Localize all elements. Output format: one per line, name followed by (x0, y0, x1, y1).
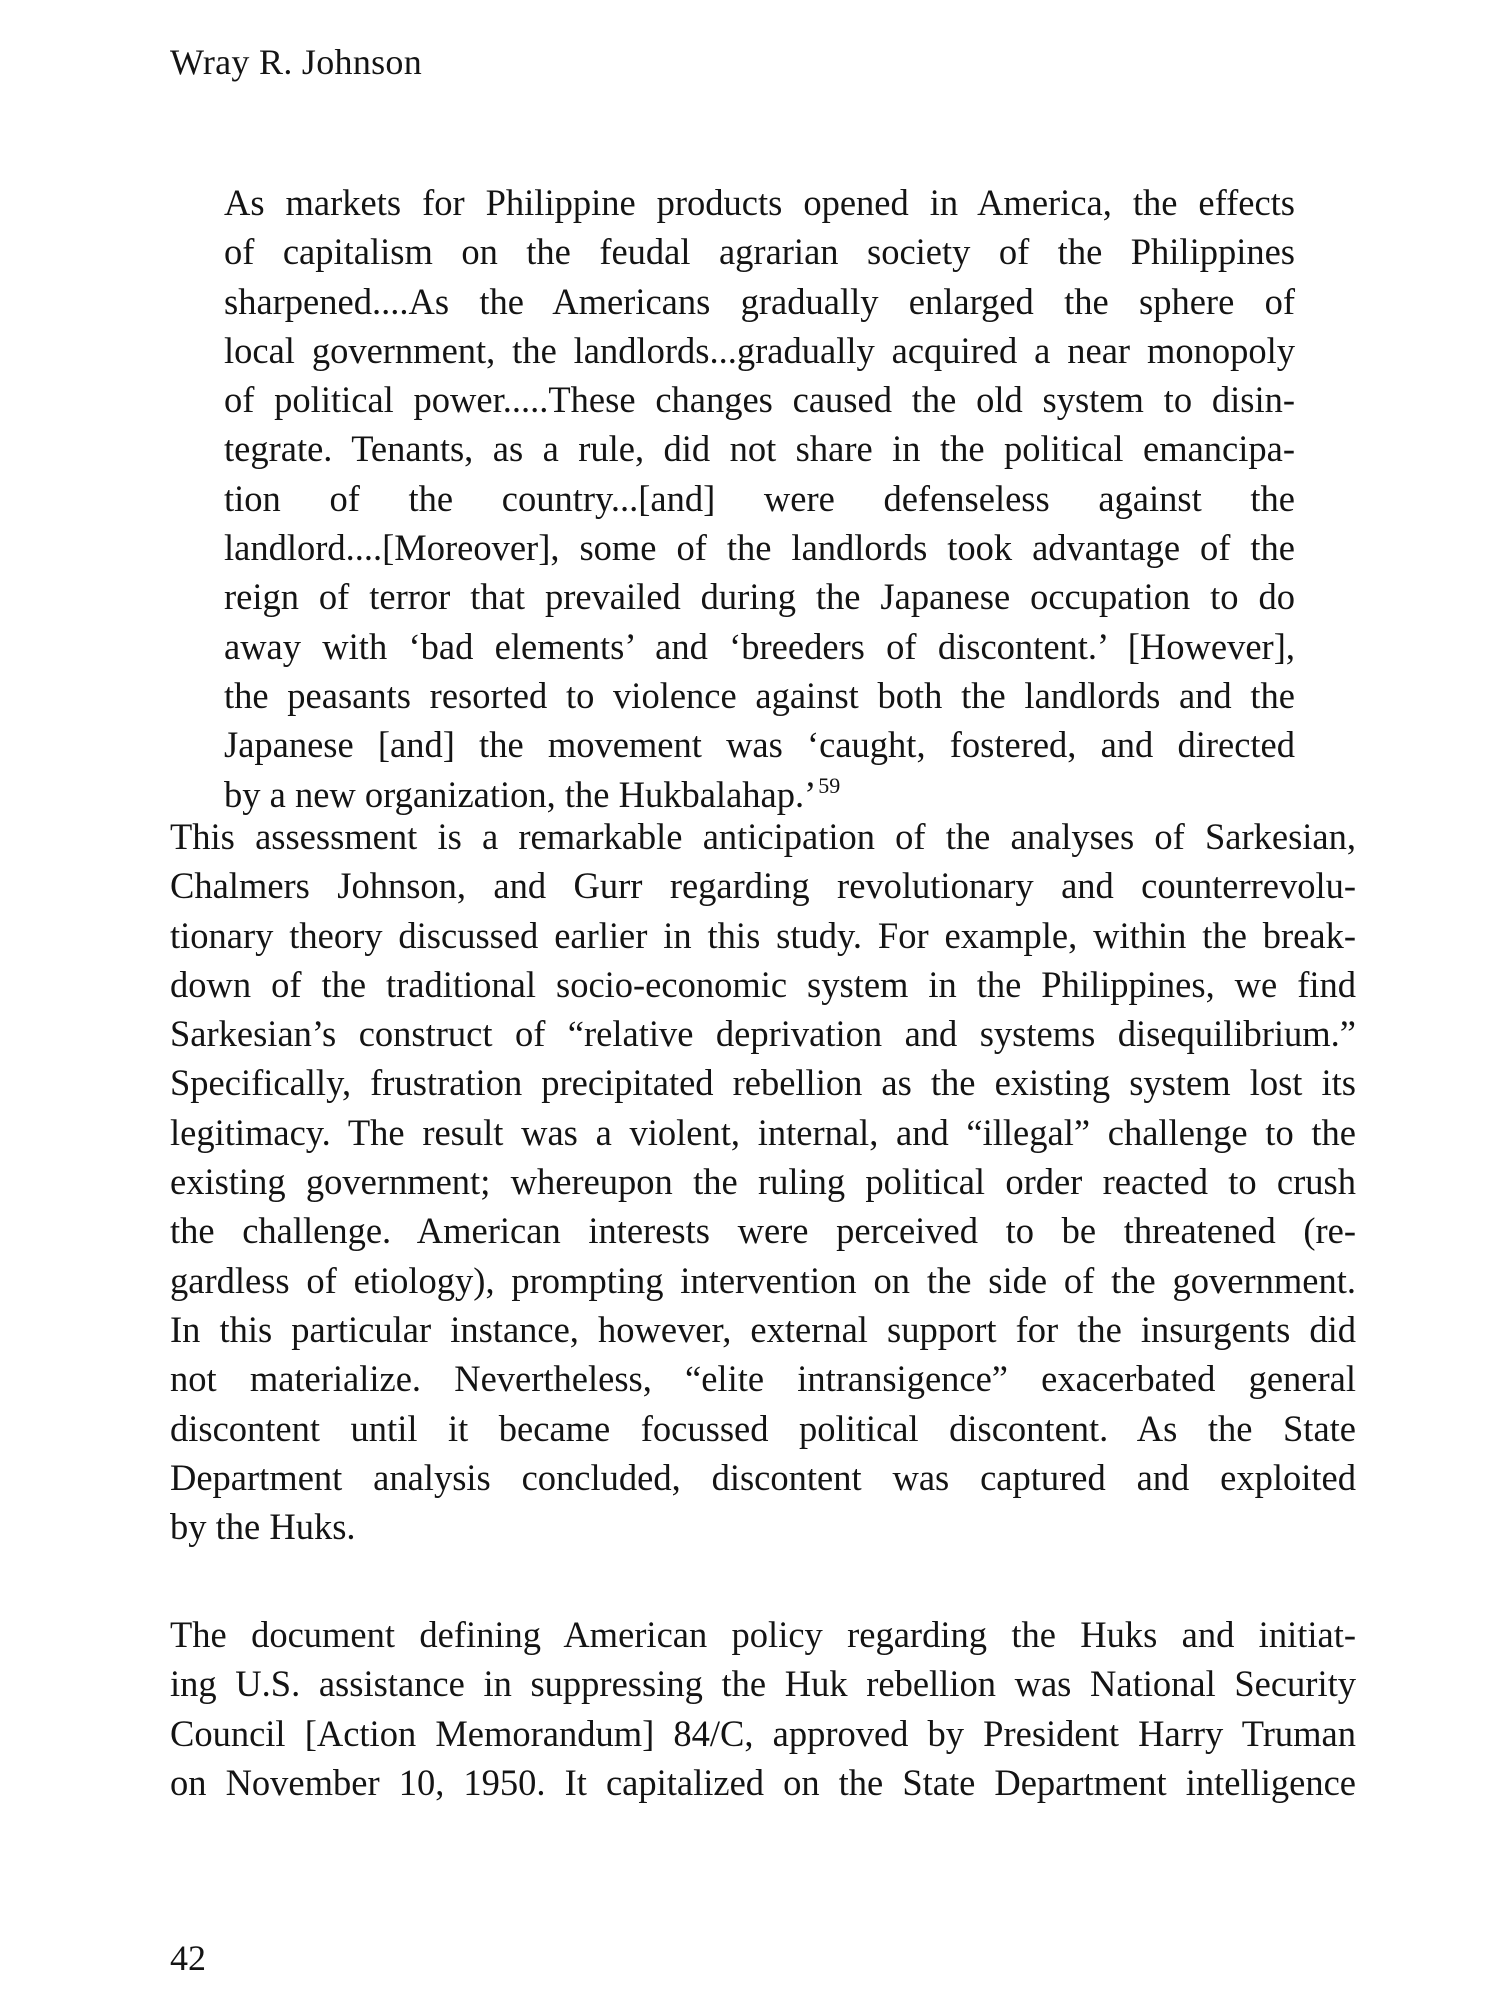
quote-line-text: by a new organization, the Hukbalahap.’ (224, 773, 817, 815)
paragraph-line: ing U.S. assistance in suppressing the Huk rebellion was National Security (170, 1663, 1356, 1705)
running-head-author: Wray R. Johnson (170, 42, 423, 82)
paragraph-line: down of the traditional socio-economic system in the Philippines, we find (170, 963, 1356, 1005)
quote-line: Japanese [and] the movement was ‘caught, fostered, and directed (224, 724, 1295, 766)
quote-line: away with ‘bad elements’ and ‘breeders of discontent.’ [However], (224, 625, 1295, 667)
paragraph-line: tionary theory discussed earlier in this study. For example, within the break- (170, 914, 1356, 956)
paragraph-line: Sarkesian’s construct of “relative deprivation and systems disequilibrium.” (170, 1013, 1356, 1055)
quote-line: tion of the country...[and] were defenseless against the (224, 477, 1295, 519)
body-paragraph-1 (170, 812, 1356, 1551)
paragraph-line: legitimacy. The result was a violent, internal, and “illegal” challenge to the (170, 1111, 1356, 1153)
paragraph-line: gardless of etiology), prompting intervention on the side of the government. (170, 1259, 1356, 1301)
quote-line: tegrate. Tenants, as a rule, did not share in the political emancipa- (224, 428, 1295, 470)
paragraph-line: on November 10, 1950. It capitalized on the State Department intelligence (170, 1761, 1356, 1803)
paragraph-line: Council [Action Memorandum] 84/C, approved by President Harry Truman (170, 1712, 1356, 1754)
quote-line: landlord....[Moreover], some of the landlords took advantage of the (224, 527, 1295, 569)
paragraph-line: This assessment is a remarkable anticipation of the analyses of Sarkesian, (170, 816, 1356, 857)
body-paragraph-2 (170, 1610, 1356, 1807)
quote-line: reign of terror that prevailed during the Japanese occupation to do (224, 576, 1295, 618)
paragraph-line: the challenge. American interests were perceived to be threatened (re- (170, 1210, 1356, 1252)
block-quote (224, 178, 1295, 819)
paragraph-line: Department analysis concluded, discontent was captured and exploited (170, 1456, 1356, 1498)
paragraph-line: The document defining American policy regarding the Huks and initiat- (170, 1614, 1356, 1655)
quote-line: local government, the landlords...gradually acquired a near monopoly (224, 329, 1295, 371)
paragraph-line: existing government; whereupon the ruling political order reacted to crush (170, 1161, 1356, 1203)
page-number: 42 (170, 1938, 206, 1978)
paragraph-line: Specifically, frustration precipitated rebellion as the existing system lost its (170, 1062, 1356, 1104)
footnote-reference: 59 (818, 772, 841, 798)
paragraph-line: In this particular instance, however, external support for the insurgents did (170, 1308, 1356, 1350)
paragraph-line: Chalmers Johnson, and Gurr regarding revolutionary and counterrevolu- (170, 865, 1356, 907)
quote-line: of capitalism on the feudal agrarian society of the Philippines (224, 231, 1295, 273)
quote-line: As markets for Philippine products opened in America, the effects (224, 182, 1295, 223)
quote-line: the peasants resorted to violence against both the landlords and the (224, 674, 1295, 716)
paragraph-line-last: by the Huks. (170, 1506, 356, 1548)
paragraph-line: discontent until it became focussed political discontent. As the State (170, 1407, 1356, 1449)
paragraph-line: not materialize. Nevertheless, “elite intransigence” exacerbated general (170, 1358, 1356, 1400)
quote-line: of political power.....These changes caused the old system to disin- (224, 379, 1295, 421)
quote-line: sharpened....As the Americans gradually enlarged the sphere of (224, 280, 1295, 322)
